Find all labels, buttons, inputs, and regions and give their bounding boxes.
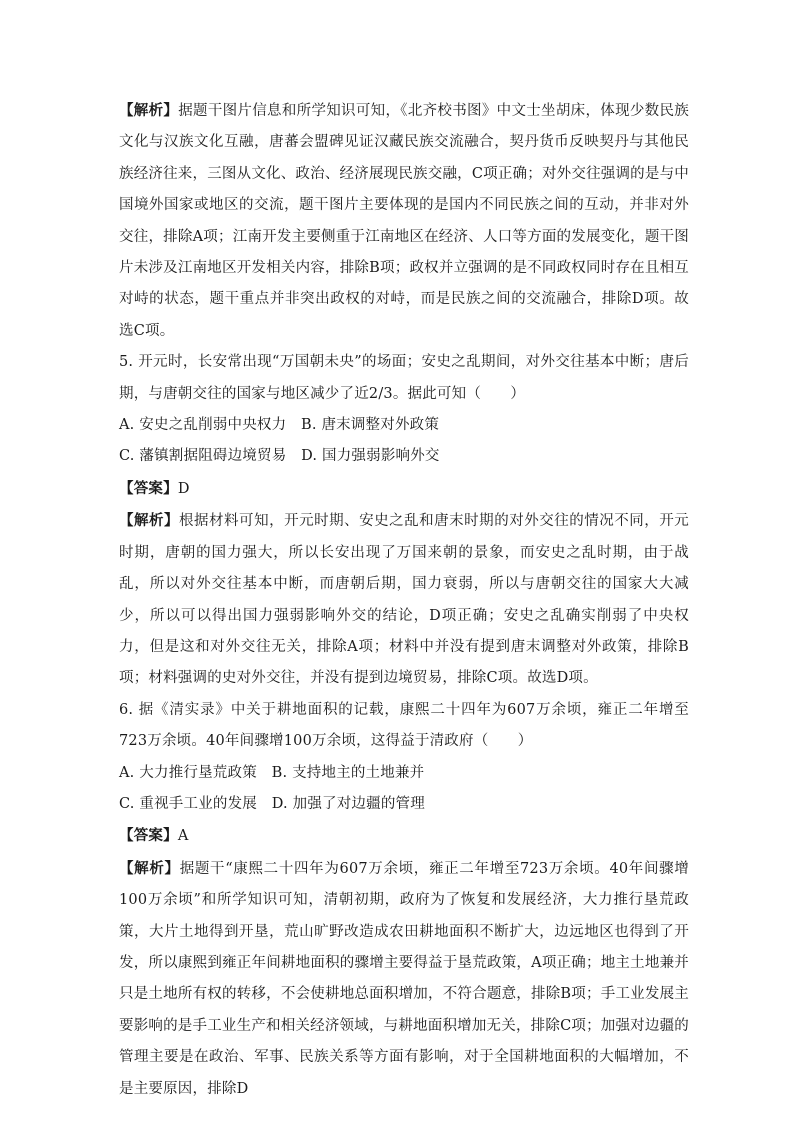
analysis-tag: 【解析】 [119,859,180,877]
q5-answer [119,473,689,505]
answer-tag: 【答案】 [119,827,178,845]
analysis-text: 根据材料可知，开元时期、安史之乱和唐末时期的对外交往的情况不同，开元时期，唐朝的国力强大，所以长安出现了万国来朝的景象，而安史之乱时期，由于战乱，所以对外交往基本中断，而唐朝后期，国力衰弱，所以与唐朝交往的国家大大减少，所以可以得出国力强弱影响外交的结论，D项正确；安史之乱确实削弱了中央权力，但是这和对外交往无关，排除A项；材料中并没有提到唐末调整对外政策，排除B项；材料强调的史对外交往，并没有提到边境贸易，排除C项。故选D项。 [119,513,689,687]
analysis-tag: 【解析】 [119,102,179,119]
q6-analysis [119,853,689,1105]
q5-options-cd: C. 藩镇割据阻碍边境贸易 D. 国力强弱影响外交 [119,448,440,465]
q5-stem: 5. 开元时，长安常出现“万国朝未央”的场面；安史之乱期间，对外交往基本中断；唐后期，与唐朝交往的国家与地区减少了近2/3。据此可知（ ） [119,354,689,402]
analysis-tag: 【解析】 [119,512,180,530]
q6-options-ab: A. 大力推行垦荒政策 B. 支持地主的土地兼并 [119,764,425,781]
q6-answer [119,820,689,852]
q6-stem: 6. 据《清实录》中关于耕地面积的记载，康熙二十四年为607万余顷，雍正二年增至723万余顷。40年间骤增100万余顷，这得益于清政府（ ） [119,701,689,750]
analysis-text: 据题干“康熙二十四年为607万余顷，雍正二年增至723万余顷。40年间骤增100万余顷”和所学知识可知，清朝初期，政府为了恢复和发展经济，大力推行垦荒政策，大片土地得到开垦，荒山旷野改造成农田耕地面积不断扩大，边远地区也得到了开发，所以康熙到雍正年间耕地面积的骤增主要得益于垦荒政策，A项正确；地主土地兼并只是土地所有权的转移，不会使耕地总面积增加，不符合题意，排除B项；手工业发展主要影响的是手工业生产和相关经济领域，与耕地面积增加无关，排除C项；加强对边疆的管理主要是在政治、军事、民族关系等方面有影响，对于全国耕地面积的大幅增加，不是主要原因，排除D [119,860,689,1097]
q6-options-cd: C. 重视手工业的发展 D. 加强了对边疆的管理 [119,795,425,812]
q5-options-ab: A. 安史之乱削弱中央权力 B. 唐末调整对外政策 [119,417,440,434]
analysis-text: 据题干图片信息和所学知识可知，《北齐校书图》中文士坐胡床，体现少数民族文化与汉族文化互融，唐蕃会盟碑见证汉藏民族交流融合，契丹货币反映契丹与其他民族经济往来，三图从文化、政治、经济展现民族交融，C项正确；对外交往强调的是与中国境外国家或地区的交流，题干图片主要体现的是国内不同民族之间的互动，并非对外交往，排除A项；江南开发主要侧重于江南地区在经济、人口等方面的发展变化，题干图片未涉及江南地区开发相关内容，排除B项；政权并立强调的是不同政权同时存在且相互对峙的状态，题干重点并非突出政权的对峙，而是民族之间的交流融合，排除D项。故选C项。 [119,103,689,339]
answer-value: D [177,480,190,497]
q4-analysis [119,95,689,347]
q5-analysis [119,505,689,694]
document-page [119,95,689,1105]
answer-tag: 【答案】 [119,479,178,497]
answer-value: A [177,828,189,845]
